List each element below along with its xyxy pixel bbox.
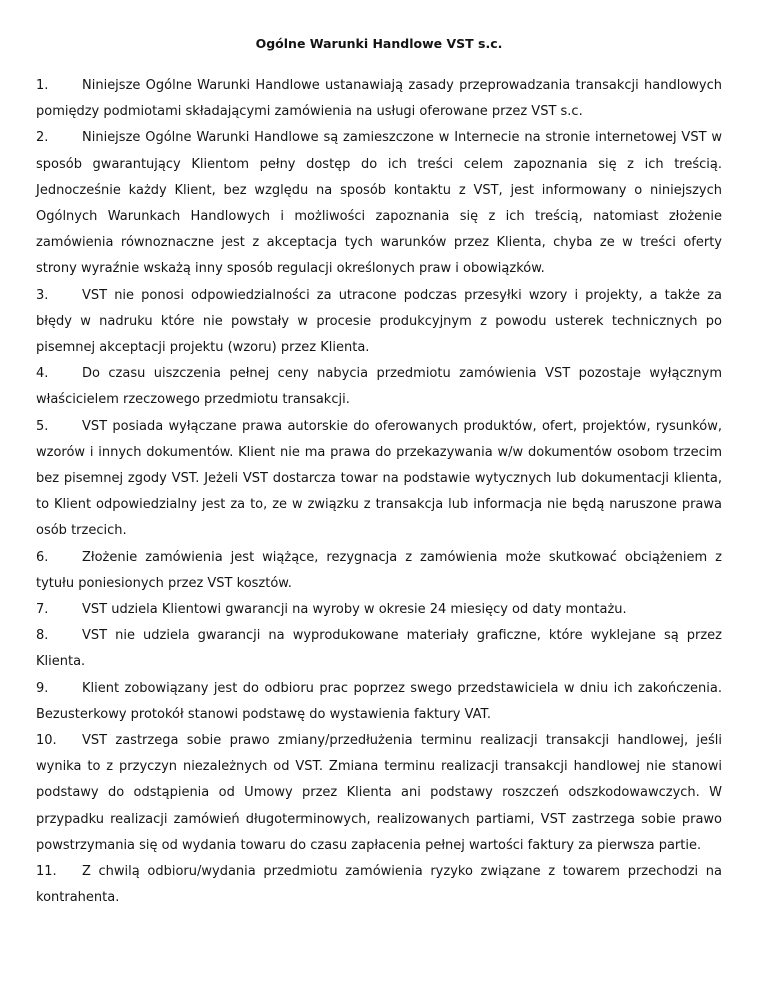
clause-5 (36, 414, 722, 545)
clause-10 (36, 728, 722, 859)
clause-9 (36, 676, 722, 728)
clause-number: 7. (36, 602, 49, 618)
clause-number: 3. (36, 287, 49, 303)
clause-text: VST zastrzega sobie prawo zmiany/przedłużenia terminu realizacji transakcji handlowej, jeśli wynika to z przyczyn niezależnych od VST. Zmiana terminu realizacji transakcji handlowej nie stanowi podstawy do odstąpienia od Umowy przez Klienta ani podstawy roszczeń odszkodowawczych. W przypadku realizacji zamówień długoterminowych, realizowanych partiami, VST zastrzega sobie prawo powstrzymania się od wydania towaru do czasu zapłacenia pełnej wartości faktury za pierwsza partie. (36, 733, 722, 853)
clause-text: Niniejsze Ogólne Warunki Handlowe są zamieszczone w Internecie na stronie internetowej VST w sposób gwarantujący Klientom pełny dostęp do ich treści celem zapoznania się z ich treścią. Jednocześnie każdy Klient, bez względu na sposób kontaktu z VST, jest informowany o niniejszych Ogólnych Warunkach Handlowych i możliwości zapoznania się z ich treścią, natomiast złożenie zamówienia równoznaczne jest z akceptacja tych warunków przez Klienta, chyba ze w treści oferty strony wyraźnie wskażą inny sposób regulacji określonych praw i obowiązków. (36, 130, 722, 277)
clause-list (36, 73, 722, 912)
clause-number: 8. (36, 628, 49, 644)
clause-number: 9. (36, 680, 49, 696)
clause-number: 11. (36, 864, 57, 880)
clause-text: Do czasu uiszczenia pełnej ceny nabycia przedmiotu zamówienia VST pozostaje wyłącznym właścicielem rzeczowego przedmiotu transakcji. (36, 366, 722, 408)
clause-text: VST posiada wyłączane prawa autorskie do oferowanych produktów, ofert, projektów, rysunków, wzorów i innych dokumentów. Klient nie ma prawa do przekazywania w/w dokumentów osobom trzecim bez pisemnej zgody VST. Jeżeli VST dostarcza towar na podstawie wytycznych lub dokumentacji klienta, to Klient odpowiedzialny jest za to, ze w związku z transakcja lub informacja nie będą naruszone prawa osób trzecich. (36, 418, 722, 539)
clause-number: 6. (36, 549, 49, 565)
clause-number: 5. (36, 418, 49, 434)
clause-text: Klient zobowiązany jest do odbioru prac poprzez swego przedstawiciela w dniu ich zakończenia. Bezusterkowy protokół stanowi podstawę do wystawienia faktury VAT. (36, 680, 722, 722)
document-title: Ogólne Warunki Handlowe VST s.c. (255, 36, 503, 51)
clause-text: VST nie udziela gwarancji na wyprodukowane materiały graficzne, które wyklejane są przez Klienta. (36, 628, 722, 670)
clause-8 (36, 623, 722, 675)
clause-number: 1. (36, 78, 49, 93)
clause-6 (36, 545, 722, 597)
clause-text: Niniejsze Ogólne Warunki Handlowe ustanawiają zasady przeprowadzania transakcji handlowych pomiędzy podmiotami składającymi zamówienia na usługi oferowane przez VST s.c. (36, 78, 722, 120)
clause-text: Złożenie zamówienia jest wiążące, rezygnacja z zamówienia może skutkować obciążeniem z tytułu poniesionych przez VST kosztów. (36, 549, 722, 591)
clause-text: VST udziela Klientowi gwarancji na wyroby w okresie 24 miesięcy od daty montażu. (82, 602, 627, 618)
clause-text: Z chwilą odbioru/wydania przedmiotu zamówienia ryzyko związane z towarem przechodzi na kontrahenta. (36, 864, 722, 906)
clause-3 (36, 283, 722, 362)
clause-number: 4. (36, 366, 49, 382)
clause-number: 10. (36, 733, 57, 749)
clause-number: 2. (36, 130, 49, 146)
clause-7 (36, 597, 722, 623)
clause-1 (36, 73, 722, 125)
clause-2 (36, 125, 722, 282)
clause-4 (36, 361, 722, 413)
clause-11 (36, 859, 722, 911)
clause-text: VST nie ponosi odpowiedzialności za utracone podczas przesyłki wzory i projekty, a także za błędy w nadruku które nie powstały w procesie produkcyjnym z powodu usterek technicznych po pisemnej akceptacji projektu (wzoru) przez Klienta. (36, 287, 722, 356)
